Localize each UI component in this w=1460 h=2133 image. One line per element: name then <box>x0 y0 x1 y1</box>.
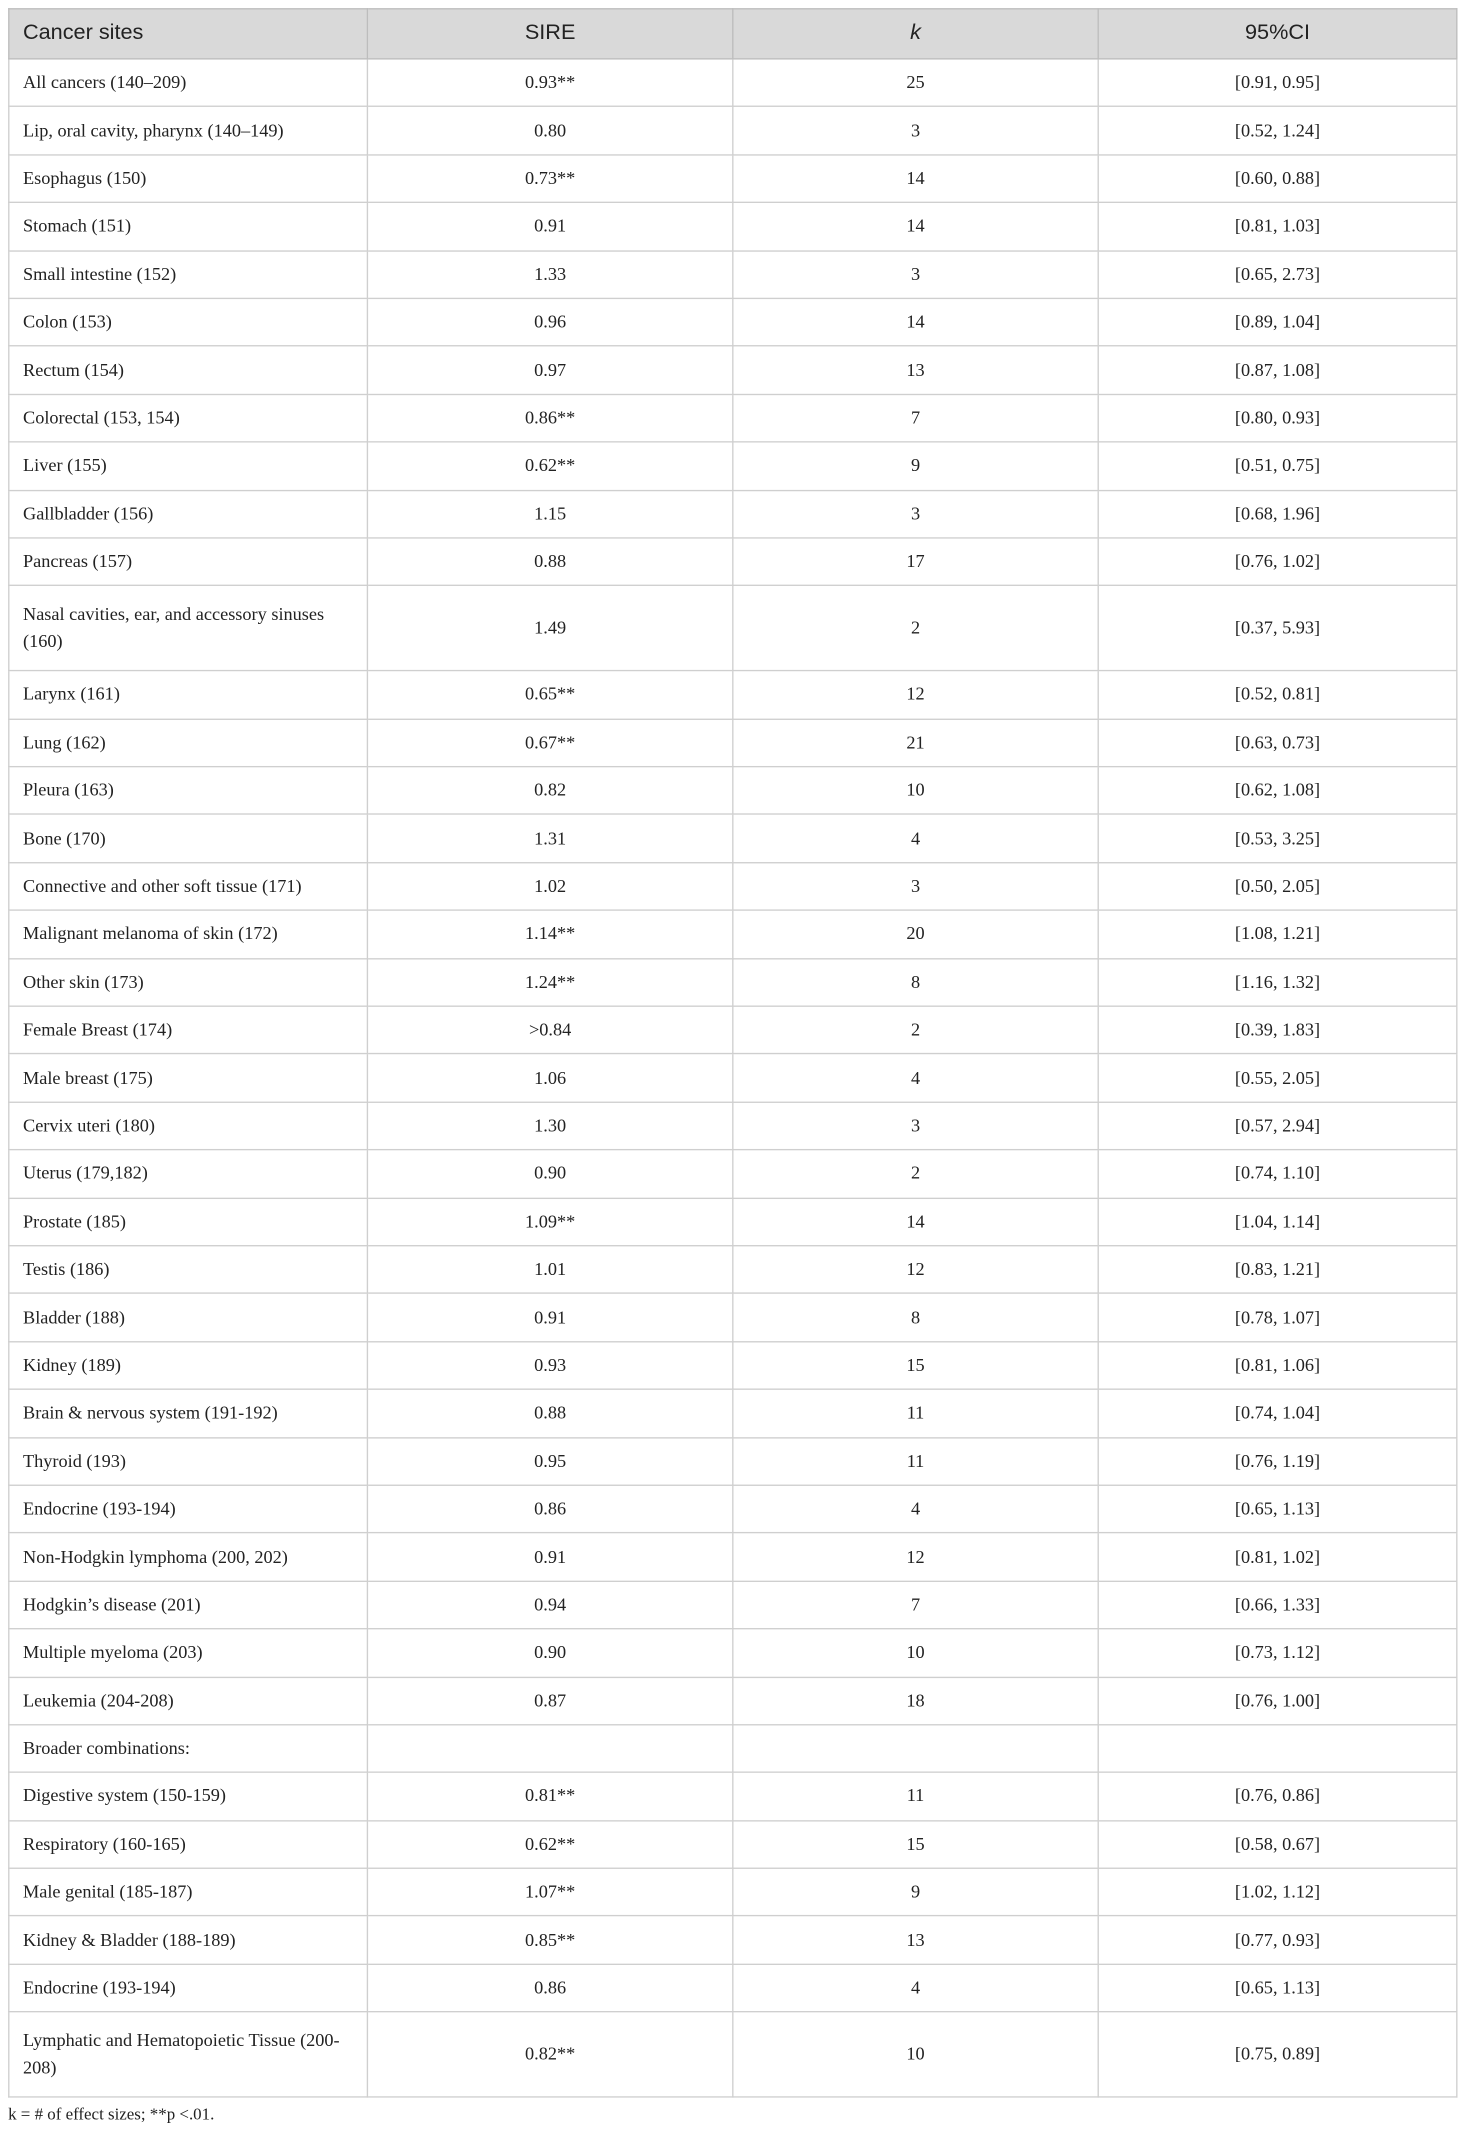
cell-sire: 1.31 <box>367 815 732 863</box>
cell-cancer-site: Digestive system (150-159) <box>9 1773 368 1821</box>
cell-sire <box>367 1725 732 1773</box>
cell-95ci: [0.68, 1.96] <box>1098 490 1457 538</box>
cell-95ci: [0.81, 1.02] <box>1098 1533 1457 1581</box>
cell-sire: 1.24** <box>367 958 732 1006</box>
cell-95ci: [0.76, 1.00] <box>1098 1677 1457 1725</box>
cell-k: 4 <box>733 1054 1098 1102</box>
cell-k: 2 <box>733 1006 1098 1054</box>
table-row <box>9 1916 1457 1964</box>
cell-95ci: [1.08, 1.21] <box>1098 910 1457 958</box>
cell-k: 13 <box>733 1916 1098 1964</box>
table-row <box>9 1677 1457 1725</box>
cell-k: 11 <box>733 1437 1098 1485</box>
cell-sire: 1.15 <box>367 490 732 538</box>
table-row <box>9 538 1457 586</box>
cell-cancer-site: Male breast (175) <box>9 1054 368 1102</box>
cell-sire: 0.65** <box>367 671 732 719</box>
cell-cancer-site: Lung (162) <box>9 719 368 767</box>
cell-k: 8 <box>733 958 1098 1006</box>
cell-cancer-site: Non-Hodgkin lymphoma (200, 202) <box>9 1533 368 1581</box>
cell-cancer-site: Hodgkin’s disease (201) <box>9 1581 368 1629</box>
cell-sire: 0.87 <box>367 1677 732 1725</box>
cell-k: 7 <box>733 1581 1098 1629</box>
cell-k: 9 <box>733 1868 1098 1916</box>
cell-cancer-site: Kidney (189) <box>9 1341 368 1389</box>
table-row <box>9 910 1457 958</box>
cell-sire: 0.67** <box>367 719 732 767</box>
table-row <box>9 2012 1457 2097</box>
table-row <box>9 767 1457 815</box>
cell-k: 14 <box>733 155 1098 203</box>
cell-cancer-site: Bone (170) <box>9 815 368 863</box>
cell-95ci: [0.74, 1.10] <box>1098 1150 1457 1198</box>
cell-k: 9 <box>733 442 1098 490</box>
cell-cancer-site: Malignant melanoma of skin (172) <box>9 910 368 958</box>
cell-sire: 1.02 <box>367 863 732 911</box>
cell-cancer-site: Brain & nervous system (191-192) <box>9 1389 368 1437</box>
table-row <box>9 1294 1457 1342</box>
cell-sire: 0.97 <box>367 346 732 394</box>
table-row <box>9 719 1457 767</box>
cell-cancer-site: Pancreas (157) <box>9 538 368 586</box>
cell-sire: 0.86** <box>367 394 732 442</box>
cell-cancer-site: Leukemia (204-208) <box>9 1677 368 1725</box>
cell-95ci: [0.89, 1.04] <box>1098 298 1457 346</box>
cell-sire: 0.90 <box>367 1629 732 1677</box>
cell-95ci: [0.62, 1.08] <box>1098 767 1457 815</box>
cell-sire: 0.91 <box>367 1533 732 1581</box>
cell-cancer-site: Multiple myeloma (203) <box>9 1629 368 1677</box>
table-body <box>9 59 1457 2097</box>
cell-cancer-site: Thyroid (193) <box>9 1437 368 1485</box>
cell-95ci: [0.37, 5.93] <box>1098 586 1457 671</box>
cell-sire: 0.85** <box>367 1916 732 1964</box>
header-sire: SIRE <box>367 9 732 59</box>
cell-cancer-site: Cervix uteri (180) <box>9 1102 368 1150</box>
table-row <box>9 107 1457 155</box>
cell-95ci: [0.50, 2.05] <box>1098 863 1457 911</box>
table-row <box>9 815 1457 863</box>
cell-cancer-site: Broader combinations: <box>9 1725 368 1773</box>
table-row <box>9 863 1457 911</box>
cell-95ci: [0.76, 0.86] <box>1098 1773 1457 1821</box>
cell-cancer-site: Male genital (185-187) <box>9 1868 368 1916</box>
cell-sire: 0.88 <box>367 538 732 586</box>
cell-sire: 0.86 <box>367 1485 732 1533</box>
table-row <box>9 1820 1457 1868</box>
cell-k: 12 <box>733 671 1098 719</box>
cell-k: 13 <box>733 346 1098 394</box>
table-row <box>9 671 1457 719</box>
table-row <box>9 1725 1457 1773</box>
table-row <box>9 203 1457 251</box>
cell-cancer-site: Liver (155) <box>9 442 368 490</box>
header-cancer-sites: Cancer sites <box>9 9 368 59</box>
table-row <box>9 394 1457 442</box>
cell-sire: 0.90 <box>367 1150 732 1198</box>
table-row <box>9 490 1457 538</box>
cell-sire: 0.73** <box>367 155 732 203</box>
cell-95ci: [0.81, 1.06] <box>1098 1341 1457 1389</box>
cell-k: 7 <box>733 394 1098 442</box>
cell-sire: 0.96 <box>367 298 732 346</box>
cell-cancer-site: Endocrine (193-194) <box>9 1964 368 2012</box>
cell-95ci: [0.52, 0.81] <box>1098 671 1457 719</box>
cell-sire: 0.86 <box>367 1964 732 2012</box>
cell-k: 3 <box>733 1102 1098 1150</box>
table-row <box>9 1773 1457 1821</box>
table-row <box>9 1389 1457 1437</box>
cell-sire: 0.81** <box>367 1773 732 1821</box>
cell-k: 10 <box>733 767 1098 815</box>
cell-95ci: [0.51, 0.75] <box>1098 442 1457 490</box>
table-row <box>9 1246 1457 1294</box>
cell-sire: 0.94 <box>367 1581 732 1629</box>
table-row <box>9 1006 1457 1054</box>
cell-cancer-site: Prostate (185) <box>9 1198 368 1246</box>
header-k: k <box>733 9 1098 59</box>
cell-k: 4 <box>733 1964 1098 2012</box>
cell-sire: 0.91 <box>367 203 732 251</box>
table-row <box>9 442 1457 490</box>
cell-k: 15 <box>733 1341 1098 1389</box>
cell-95ci: [0.55, 2.05] <box>1098 1054 1457 1102</box>
cell-95ci: [0.66, 1.33] <box>1098 1581 1457 1629</box>
cell-k <box>733 1725 1098 1773</box>
cell-k: 12 <box>733 1533 1098 1581</box>
cell-sire: 1.30 <box>367 1102 732 1150</box>
table-row <box>9 1150 1457 1198</box>
cell-cancer-site: Lip, oral cavity, pharynx (140–149) <box>9 107 368 155</box>
cell-95ci <box>1098 1725 1457 1773</box>
cell-95ci: [0.76, 1.02] <box>1098 538 1457 586</box>
cell-k: 14 <box>733 298 1098 346</box>
cell-95ci: [0.65, 1.13] <box>1098 1964 1457 2012</box>
cell-sire: 0.88 <box>367 1389 732 1437</box>
cell-k: 2 <box>733 1150 1098 1198</box>
cell-cancer-site: Pleura (163) <box>9 767 368 815</box>
cell-k: 10 <box>733 1629 1098 1677</box>
cell-k: 4 <box>733 815 1098 863</box>
cell-95ci: [0.77, 0.93] <box>1098 1916 1457 1964</box>
table-footnote: k = # of effect sizes; **p <.01. <box>8 2104 215 2124</box>
table-row <box>9 958 1457 1006</box>
cell-k: 12 <box>733 1246 1098 1294</box>
cell-sire: 0.82** <box>367 2012 732 2097</box>
cell-sire: 0.95 <box>367 1437 732 1485</box>
table-row <box>9 1054 1457 1102</box>
cell-95ci: [0.83, 1.21] <box>1098 1246 1457 1294</box>
table-row <box>9 346 1457 394</box>
cell-k: 4 <box>733 1485 1098 1533</box>
cell-cancer-site: Testis (186) <box>9 1246 368 1294</box>
cell-cancer-site: Gallbladder (156) <box>9 490 368 538</box>
cell-k: 21 <box>733 719 1098 767</box>
table-row <box>9 59 1457 107</box>
cell-95ci: [0.57, 2.94] <box>1098 1102 1457 1150</box>
cell-95ci: [0.73, 1.12] <box>1098 1629 1457 1677</box>
cell-k: 3 <box>733 250 1098 298</box>
cell-95ci: [0.63, 0.73] <box>1098 719 1457 767</box>
table-row <box>9 1581 1457 1629</box>
cell-k: 3 <box>733 863 1098 911</box>
table-row <box>9 1485 1457 1533</box>
cell-95ci: [0.65, 1.13] <box>1098 1485 1457 1533</box>
cell-95ci: [1.04, 1.14] <box>1098 1198 1457 1246</box>
cell-95ci: [0.76, 1.19] <box>1098 1437 1457 1485</box>
cell-sire: 1.49 <box>367 586 732 671</box>
cell-95ci: [0.52, 1.24] <box>1098 107 1457 155</box>
table-row <box>9 1629 1457 1677</box>
cell-95ci: [0.91, 0.95] <box>1098 59 1457 107</box>
cell-sire: 0.62** <box>367 1820 732 1868</box>
table-row <box>9 250 1457 298</box>
cell-95ci: [0.87, 1.08] <box>1098 346 1457 394</box>
cell-sire: 0.93** <box>367 59 732 107</box>
cell-cancer-site: Lymphatic and Hematopoietic Tissue (200-208) <box>9 2012 368 2097</box>
cell-k: 11 <box>733 1773 1098 1821</box>
cell-95ci: [0.39, 1.83] <box>1098 1006 1457 1054</box>
cell-95ci: [0.53, 3.25] <box>1098 815 1457 863</box>
cell-cancer-site: Nasal cavities, ear, and accessory sinuses (160) <box>9 586 368 671</box>
cell-k: 17 <box>733 538 1098 586</box>
cell-sire: 0.82 <box>367 767 732 815</box>
cell-k: 20 <box>733 910 1098 958</box>
table-row <box>9 1341 1457 1389</box>
cell-cancer-site: Kidney & Bladder (188-189) <box>9 1916 368 1964</box>
cell-cancer-site: Esophagus (150) <box>9 155 368 203</box>
cell-sire: 1.09** <box>367 1198 732 1246</box>
cell-sire: 1.14** <box>367 910 732 958</box>
cell-k: 14 <box>733 1198 1098 1246</box>
cell-sire: 0.93 <box>367 1341 732 1389</box>
cell-sire: 0.80 <box>367 107 732 155</box>
cell-k: 3 <box>733 107 1098 155</box>
cell-k: 14 <box>733 203 1098 251</box>
cell-95ci: [0.75, 0.89] <box>1098 2012 1457 2097</box>
cell-k: 10 <box>733 2012 1098 2097</box>
table-row <box>9 1437 1457 1485</box>
cell-95ci: [0.58, 0.67] <box>1098 1820 1457 1868</box>
cell-cancer-site: Colorectal (153, 154) <box>9 394 368 442</box>
cell-cancer-site: Respiratory (160-165) <box>9 1820 368 1868</box>
cell-cancer-site: Female Breast (174) <box>9 1006 368 1054</box>
cell-95ci: [1.02, 1.12] <box>1098 1868 1457 1916</box>
table-row <box>9 1868 1457 1916</box>
cell-cancer-site: Uterus (179,182) <box>9 1150 368 1198</box>
table-row <box>9 298 1457 346</box>
cell-95ci: [1.16, 1.32] <box>1098 958 1457 1006</box>
cell-k: 2 <box>733 586 1098 671</box>
header-95ci: 95%CI <box>1098 9 1457 59</box>
cell-cancer-site: Stomach (151) <box>9 203 368 251</box>
table-row <box>9 1102 1457 1150</box>
cell-sire: >0.84 <box>367 1006 732 1054</box>
table-row <box>9 1533 1457 1581</box>
cell-sire: 1.07** <box>367 1868 732 1916</box>
cell-cancer-site: Endocrine (193-194) <box>9 1485 368 1533</box>
cell-cancer-site: Colon (153) <box>9 298 368 346</box>
cell-95ci: [0.81, 1.03] <box>1098 203 1457 251</box>
cell-sire: 0.91 <box>367 1294 732 1342</box>
table-row <box>9 155 1457 203</box>
cell-cancer-site: All cancers (140–209) <box>9 59 368 107</box>
cell-95ci: [0.80, 0.93] <box>1098 394 1457 442</box>
table-row <box>9 1964 1457 2012</box>
table-header-row <box>9 9 1457 59</box>
table-row <box>9 1198 1457 1246</box>
cancer-sire-table <box>8 8 1457 2098</box>
cell-sire: 1.06 <box>367 1054 732 1102</box>
cell-95ci: [0.60, 0.88] <box>1098 155 1457 203</box>
cell-cancer-site: Small intestine (152) <box>9 250 368 298</box>
cell-cancer-site: Rectum (154) <box>9 346 368 394</box>
cell-sire: 1.01 <box>367 1246 732 1294</box>
cell-sire: 1.33 <box>367 250 732 298</box>
cell-95ci: [0.74, 1.04] <box>1098 1389 1457 1437</box>
cell-k: 15 <box>733 1820 1098 1868</box>
cell-cancer-site: Larynx (161) <box>9 671 368 719</box>
cell-cancer-site: Other skin (173) <box>9 958 368 1006</box>
cell-cancer-site: Bladder (188) <box>9 1294 368 1342</box>
table-row <box>9 586 1457 671</box>
cell-sire: 0.62** <box>367 442 732 490</box>
cell-k: 11 <box>733 1389 1098 1437</box>
cell-cancer-site: Connective and other soft tissue (171) <box>9 863 368 911</box>
cell-k: 8 <box>733 1294 1098 1342</box>
cell-k: 25 <box>733 59 1098 107</box>
cell-k: 3 <box>733 490 1098 538</box>
cell-k: 18 <box>733 1677 1098 1725</box>
cell-95ci: [0.65, 2.73] <box>1098 250 1457 298</box>
cell-95ci: [0.78, 1.07] <box>1098 1294 1457 1342</box>
